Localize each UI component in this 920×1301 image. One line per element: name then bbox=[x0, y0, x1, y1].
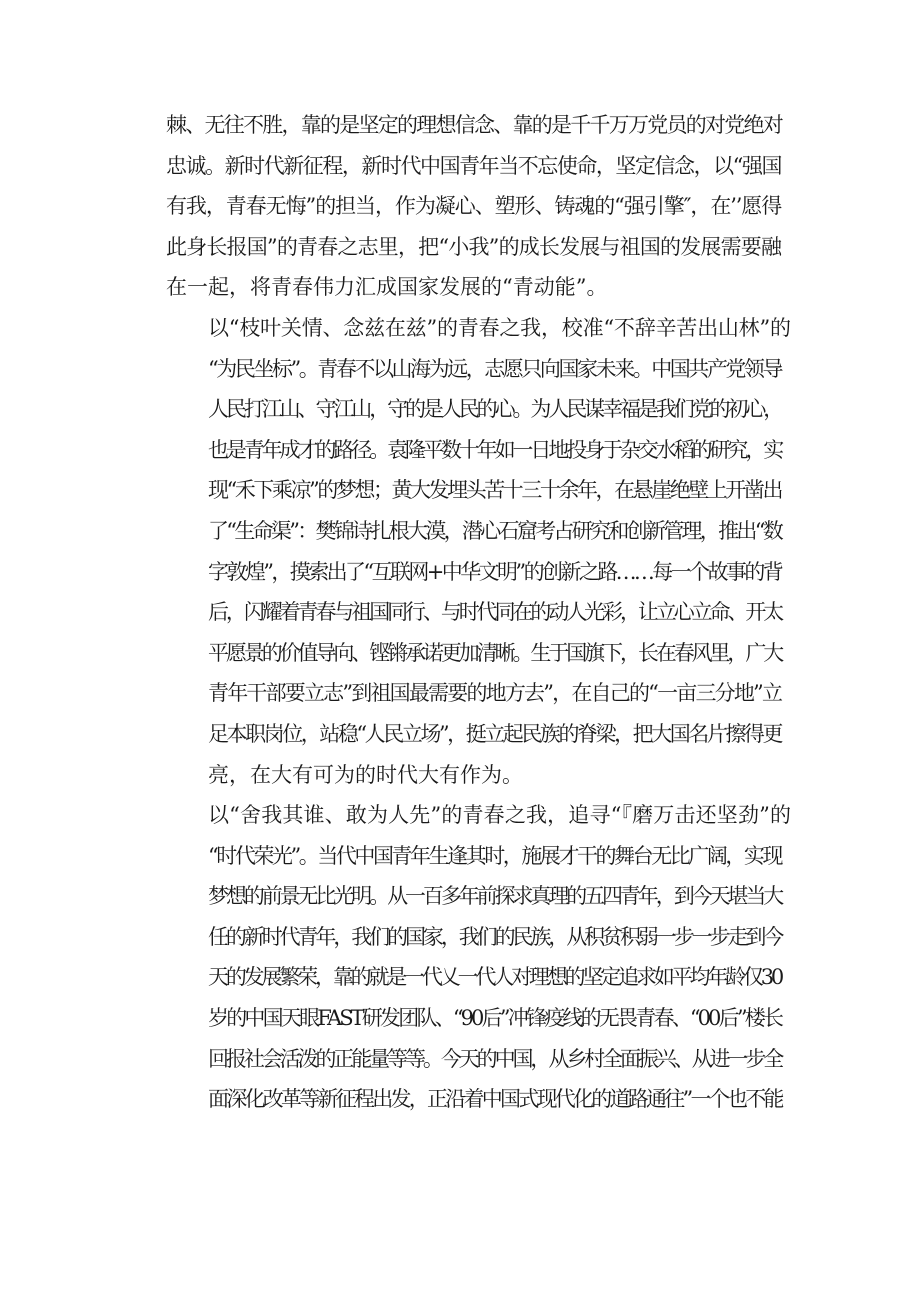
text-line: 梦想的前景无比光明。从一百多年前探求真理的五四青年，到今天堪当大 bbox=[208, 884, 781, 909]
text-line: 岁的中国天眼FAST研发团队、“90后”冲锋疫线的无畏青春、“00后”楼长 bbox=[208, 1006, 781, 1031]
text-line: 忠诚。新时代新征程，新时代中国青年当不忘使命，坚定信念，以“强国 bbox=[166, 153, 781, 178]
text-line: 以“舍我其谁、敢为人先”的青春之我，追寻“『磨万击还坚劲”的 bbox=[208, 803, 781, 828]
text-line: 天的发展繁荣，靠的就是一代乂一代人对理想的坚定追求如平均年龄仅30 bbox=[208, 965, 781, 990]
text-line: 以“枝叶关情、念兹在兹”的青春之我，校准“不辞辛苦出山林”的 bbox=[208, 315, 781, 340]
text-line: 此身长报国”的青春之志里，把“小我”的成长发展与祖国的发展需要融 bbox=[166, 234, 781, 259]
text-line: 现“禾下乘凉”的梦想；黄大发埋头苦十三十余年，在悬崖绝壁上开凿出 bbox=[208, 478, 781, 503]
text-line: “时代荣光”。当代中国青年生逢其时，施展才干的舞台无比广阔，实现 bbox=[208, 843, 781, 868]
text-line: 任的新时代青年，我们的国家，我们的民族，从积贫积弱一步一步走到今 bbox=[208, 924, 781, 949]
text-line: 后，闪耀着青春与祖国同行、与时代同在的动人光彩，让立心立命、开太 bbox=[208, 600, 781, 625]
text-line: 有我，青春无悔”的担当，作为凝心、塑形、铸魂的“强引擎″，在’’愿得 bbox=[166, 194, 781, 219]
text-line: 青年干部要立志”到祖国最需要的地方去”，在自己的“一亩三分地”立 bbox=[208, 681, 781, 706]
paragraph-1 bbox=[166, 105, 781, 308]
paragraph-3 bbox=[166, 795, 781, 1120]
text-line: 人民打江山、守江山，守的是人民的心。为人民谋幸福是我们党的初心， bbox=[208, 397, 781, 422]
text-line: 字敦煌”，摸索出了“互联网+中华文明”的创新之路……每一个故事的背 bbox=[208, 559, 781, 584]
text-line: 足本职岗位，站稳“人民立场”，挺立起民族的脊梁，把大国名片擦得更 bbox=[208, 721, 781, 746]
text-line: 也是青年成才的路径。袁隆平数十年如一日地投身于杂交水稻的研究，实 bbox=[208, 437, 781, 462]
text-line: 回报社会活泼的正能量等等。今天的中国，从乡村全面振兴、从进一步全 bbox=[208, 1046, 781, 1071]
text-line: 面深化改革等新征程出发，正沿着中国式现代化的道路通往”一个也不能 bbox=[208, 1087, 782, 1112]
document-body bbox=[166, 105, 781, 1120]
paragraph-2 bbox=[166, 308, 781, 795]
text-line: “为民坐标”。青春不以山海为远，志愿只向国家未来。中国共产党领导 bbox=[208, 356, 781, 381]
text-line: 了“生命渠”：樊锦诗扎根大漠，潜心石窟考占研究和创新管理，推出“数 bbox=[208, 518, 781, 543]
text-line: 平愿景的价值导向、铿锵承诺更加清晰。生于国旗下，长在春风里，广大 bbox=[208, 640, 781, 665]
text-line: 棘、无往不胜，靠的是坚定的理想信念、靠的是千千万万党员的对党绝对 bbox=[166, 113, 782, 137]
text-line: 在一起，将青春伟力汇成国家发展的“青动能”。 bbox=[166, 275, 608, 300]
text-line: 亮，在大有可为的时代大有作为。 bbox=[208, 762, 523, 787]
